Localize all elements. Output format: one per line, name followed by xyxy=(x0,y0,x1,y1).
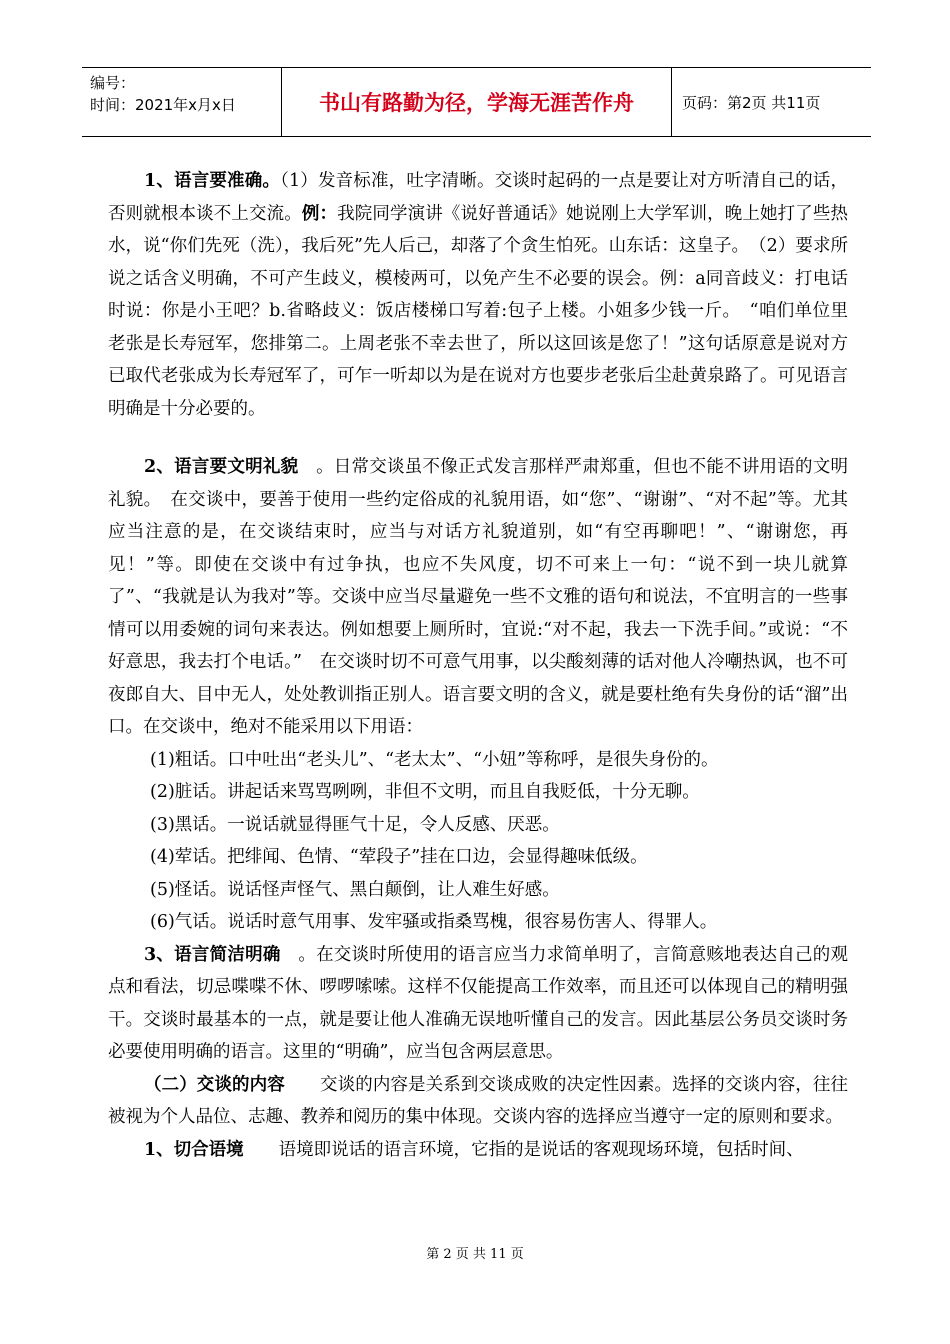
list-item: (6)气话。说话时意气用事、发牢骚或指桑骂槐，很容易伤害人、得罪人。 xyxy=(150,912,718,932)
section-heading: 1、语言要准确。 xyxy=(144,171,281,191)
paragraph-text: 交谈的内容是关系到交谈成败的决定性因素。选择的交谈内容，往往被视为个人品位、志趣、教养和阅历的集中体现。交谈内容的选择应当遵守一定的原则和要求。 xyxy=(108,1074,849,1127)
paragraph-text: （1）发音标准，吐字清晰。交谈时起码的一点是要让对方听清自己的话，否则就根本谈不上交流。 xyxy=(108,171,848,224)
forbidden-language-list xyxy=(108,744,848,939)
doc-date-label: 时间：2021年x月x日 xyxy=(90,96,236,114)
paragraph-text: 。日常交谈虽不像正式发言那样严肃郑重，但也不能不讲用语的文明礼貌。 在交谈中，要善于使用一些约定俗成的礼貌用语，如“您”、“谢谢”、“对不起”等。尤其应当注意的是，在交谈结束时，应当与对话方礼貌道别，如“有空再聊吧！”、“谢谢您，再见！”等。即使在交谈中有过争执，也应不失风度，切不可来上一句：“说不到一块儿就算了”、“我就是认为我对”等。交谈中应当尽量避免一些不文雅的语句和说法，不宜明言的一些事情可以用委婉的词句来表达。例如想要上厕所时，宜说:“对不起，我去一下洗手间。”或说：“不好意思，我去打个电话。” 在交谈时切不可意气用事，以尖酸刻薄的话对他人冷嘲热讽，也不可夜郎自大、目中无人，处处教训指正别人。语言要文明的含义，就是要杜绝有失身份的话“溜”出口。在交谈中，绝对不能采用以下用语： xyxy=(108,457,848,737)
example-label: 例： xyxy=(301,203,338,224)
section-heading: 1、切合语境 xyxy=(144,1139,244,1160)
header-motto: 书山有路勤为径，学海无涯苦作舟 xyxy=(282,68,672,136)
header-page-number: 页码：第2页 共11页 xyxy=(682,93,821,112)
paragraph-politeness xyxy=(108,451,848,744)
page-header xyxy=(82,67,871,137)
paragraph-context xyxy=(108,1134,848,1167)
page-footer: 第 2 页 共 11 页 xyxy=(426,1247,524,1262)
section-heading: 2、语言要文明礼貌 xyxy=(144,457,299,477)
paragraph-text: 。在交谈时所使用的语言应当力求简单明了，言简意赅地表达自己的观点和看法，切忌喋喋不休、啰啰嗦嗦。这样不仅能提高工作效率，而且还可以体现自己的精明强干。交谈时最基本的一点，就是要让他人准确无误地听懂自己的发言。因此基层公务员交谈时务必要使用明确的语言。这里的“明确”，应当包含两层意思。 xyxy=(108,944,848,1062)
section-heading: （二）交谈的内容 xyxy=(144,1074,285,1095)
paragraph-text: 语境即说话的语言环境，它指的是说话的客观现场环境，包括时间、 xyxy=(243,1139,804,1160)
section-heading: 3、语言简洁明确 xyxy=(144,944,281,965)
header-meta xyxy=(82,68,282,136)
list-item: (2)脏话。讲起话来骂骂咧咧，非但不文明，而且自我贬低，十分无聊。 xyxy=(150,782,700,802)
paragraph-text: 我院同学演讲《说好普通话》她说刚上大学军训，晚上她打了些热水，说“你们先死（洗），我后死”先人后己，却落了个贪生怕死。山东话：这皇子。 （2）要求所说之话含义明确，不可产生歧义，模棱两可，以免产生不必要的误会。例：a同音歧义：打电话时说：你是小王吧？b.省略歧义：饭店楼梯口写着:包子上楼。小姐多少钱一斤。 “咱们单位里老张是长寿冠军，您排第二。上周老张不幸去世了，所以这回该是您了！”这句话原意是说对方已取代老张成为长寿冠军了，可乍一听却以为是在说对方也要步老张后尘赴黄泉路了。可见语言明确是十分必要的。 xyxy=(108,203,849,419)
list-item: (4)荤话。把绯闻、色情、“荤段子”挂在口边，会显得趣味低级。 xyxy=(150,847,648,867)
doc-number-label: 编号： xyxy=(90,74,136,92)
list-item: (3)黑话。一说话就显得匪气十足，令人反感、厌恶。 xyxy=(150,814,560,835)
paragraph-concise xyxy=(108,939,848,1069)
document-body xyxy=(108,165,848,1166)
list-item: (1)粗话。口中吐出“老头儿”、“老太太”、“小妞”等称呼，是很失身份的。 xyxy=(150,749,719,770)
paragraph-content xyxy=(108,1069,848,1134)
list-item: (5)怪话。说话怪声怪气、黑白颠倒，让人难生好感。 xyxy=(150,879,560,900)
paragraph-spacer xyxy=(108,425,848,451)
paragraph-accuracy xyxy=(108,165,848,425)
